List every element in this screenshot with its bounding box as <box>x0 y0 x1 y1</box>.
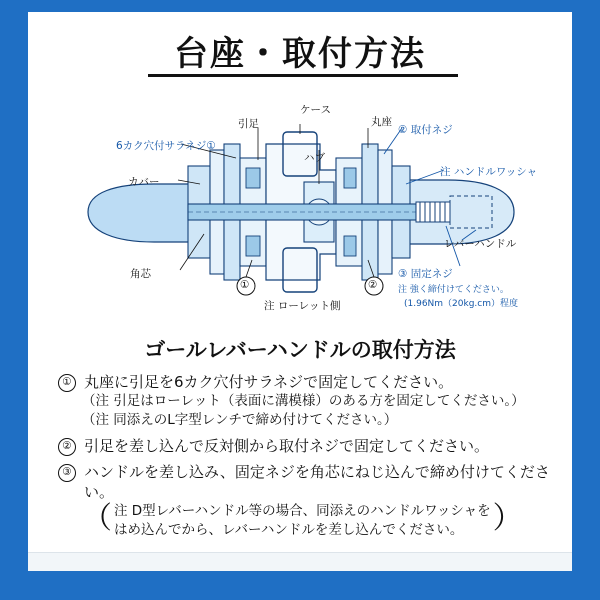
step-note: （注 同添えのL字型レンチで締め付けてください。） <box>82 412 398 428</box>
label-hub: ハブ <box>304 152 325 164</box>
step-text: ハンドルを差し込み、固定ネジを角芯にねじ込んで締め付けてください。 <box>84 463 550 501</box>
step-note: はめ込んでから、レバーハンドルを差し込んでください。 <box>114 522 464 538</box>
section-subtitle: ゴールレバーハンドルの取付方法 <box>144 338 456 362</box>
paren-close: ） <box>492 501 523 536</box>
instruction-steps <box>58 372 558 542</box>
label-hex-screw: 6カク穴付サラネジ① <box>116 140 216 152</box>
title-underline <box>148 74 458 77</box>
callout-1: ① <box>240 279 250 291</box>
assembly-diagram <box>68 84 538 324</box>
page-title: 台座・取付方法 <box>174 34 426 74</box>
label-maruza: 丸座 <box>371 116 392 128</box>
label-cover: カバー <box>128 176 160 188</box>
label-hikiashi: 引足 <box>238 118 259 130</box>
step-item <box>58 372 558 430</box>
label-kakushin: 角芯 <box>130 268 151 280</box>
label-fixing-screw: ③ 固定ネジ <box>398 268 453 280</box>
instruction-sheet <box>28 12 572 552</box>
label-knurl-side: 注 ローレット側 <box>264 300 341 312</box>
label-fixing-screw-note-1: 注 強く締付けてください。 <box>398 285 509 295</box>
label-mounting-screw: ② 取付ネジ <box>398 124 453 136</box>
label-fixing-screw-note-2: (1.96Nm（20kg.cm）程度 <box>404 299 519 309</box>
step-note-group <box>82 502 558 540</box>
callout-2: ② <box>368 279 378 291</box>
label-lever-handle: レバーハンドル <box>444 238 517 250</box>
label-case: ケース <box>300 104 331 116</box>
step-item <box>58 436 558 456</box>
step-text: 引足を差し込んで反対側から取付ネジで固定してください。 <box>84 437 490 455</box>
step-number: ① <box>58 374 76 392</box>
step-number: ③ <box>58 464 76 482</box>
sheet-footer-strip <box>28 552 572 571</box>
step-item <box>58 462 558 540</box>
step-note: （注 引足はローレット（表面に溝模様）のある方を固定してください。） <box>82 393 525 409</box>
step-note: 注 D型レバーハンドル等の場合、同添えのハンドルワッシャを <box>114 503 491 519</box>
step-text: 丸座に引足を6カク穴付サラネジで固定してください。 <box>84 373 454 391</box>
step-number: ② <box>58 438 76 456</box>
label-handle-washer: 注 ハンドルワッシャ <box>440 166 538 178</box>
paren-open: （ <box>82 501 112 536</box>
